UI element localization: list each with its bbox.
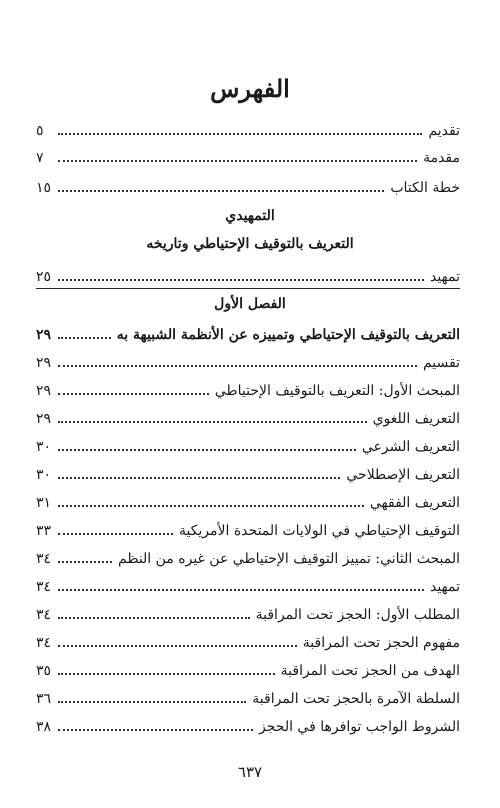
toc-entry <box>36 462 460 484</box>
toc-entry <box>36 490 460 512</box>
toc-entry-label: التعريف الفقهي <box>369 495 460 511</box>
toc-entry-page: ٧ <box>36 150 44 166</box>
toc-entry <box>36 658 460 680</box>
toc-entry-label: التوقيف الإحتياطي في الولايات المتحدة الأمريكية <box>178 523 460 539</box>
dot-leader <box>58 533 173 535</box>
toc-entry-label: الهدف من الحجز تحت المراقبة <box>280 663 460 679</box>
toc-entry <box>36 518 460 540</box>
toc-entry-label: الشروط الواجب توافرها في الحجز <box>259 719 460 735</box>
toc-entry-page: ٣٤ <box>36 635 52 651</box>
toc-entry-page: ٣٨ <box>36 719 52 735</box>
toc-entry-page: ٣٣ <box>36 523 52 539</box>
toc-entry-label: تقسيم <box>422 355 460 371</box>
toc-entry <box>36 714 460 736</box>
dot-leader <box>58 190 384 192</box>
toc-entry-page: ٢٩ <box>36 383 52 399</box>
toc-entry-label: المبحث الأول: التعريف بالتوقيف الإحتياطي <box>214 383 460 399</box>
dot-leader <box>58 421 367 423</box>
toc-entry-page: ٣٤ <box>36 607 52 623</box>
page-title: الفهرس <box>210 74 290 103</box>
dot-leader <box>58 393 209 395</box>
toc-entry-page: ٣٠ <box>36 439 52 455</box>
toc-entry <box>36 546 460 568</box>
toc-entry-page: ٣٥ <box>36 663 52 679</box>
dot-leader <box>58 589 424 591</box>
toc-entry-page: ٣٦ <box>36 691 52 707</box>
toc-entry-label: تمهيد <box>429 269 460 285</box>
toc-entry-page: ٣٤ <box>36 551 52 567</box>
dot-leader <box>58 505 364 507</box>
toc-entry-label: التعريف الشرعي <box>361 439 460 455</box>
toc-entry-page: ٣١ <box>36 495 52 511</box>
toc-entry <box>36 602 460 624</box>
dot-leader <box>58 701 246 703</box>
dot-leader <box>58 337 111 339</box>
dot-leader <box>58 449 356 451</box>
chapter-heading: الفصل الأول <box>214 296 286 312</box>
toc-entry-label: التعريف اللغوي <box>372 411 460 427</box>
toc-entry <box>36 175 460 197</box>
toc-entry-label: تقديم <box>428 123 460 139</box>
toc-entry-page: ٣٠ <box>36 467 52 483</box>
toc-entry-label: المبحث الثاني: تمييز التوقيف الإحتياطي عن غيره من النظم <box>118 551 460 567</box>
toc-entry <box>36 686 460 708</box>
dot-leader <box>58 673 275 675</box>
dot-leader <box>58 365 417 367</box>
toc-entry-label: التعريف الإصطلاحي <box>346 467 460 483</box>
toc-entry-page: ٢٩ <box>36 355 52 371</box>
dot-leader <box>58 133 422 135</box>
toc-entry-label: مفهوم الحجز تحت المراقبة <box>302 635 460 651</box>
toc-entry-page: ١٥ <box>36 180 52 196</box>
toc-entry <box>36 264 460 286</box>
dot-leader <box>58 645 297 647</box>
toc-entry <box>36 350 460 372</box>
toc-entry <box>36 322 460 344</box>
section-subtitle: التعريف بالتوقيف الإحتياطي وتاريخه <box>146 236 354 252</box>
dot-leader <box>58 160 417 162</box>
toc-entry <box>36 406 460 428</box>
toc-entry <box>36 630 460 652</box>
toc-entry <box>36 378 460 400</box>
toc-entry-label: تمهيد <box>429 579 460 595</box>
dot-leader <box>58 729 253 731</box>
dot-leader <box>58 617 250 619</box>
toc-entry <box>36 434 460 456</box>
toc-entry-page: ٢٩ <box>36 411 52 427</box>
toc-entry <box>36 145 460 167</box>
divider <box>36 288 460 289</box>
toc-entry-page: ٥ <box>36 123 44 139</box>
toc-entry-label: خطة الكتاب <box>390 180 460 196</box>
toc-entry-label: المطلب الأول: الحجز تحت المراقبة <box>255 607 460 623</box>
dot-leader <box>58 477 340 479</box>
page-number: ٦٣٧ <box>237 763 263 781</box>
dot-leader <box>58 279 424 281</box>
toc-entry <box>36 118 460 140</box>
toc-entry-page: ٢٩ <box>36 327 52 343</box>
toc-entry-label: مقدمة <box>423 150 460 166</box>
toc-entry-page: ٢٥ <box>36 269 52 285</box>
toc-entry <box>36 574 460 596</box>
toc-entry-label: السلطة الآمرة بالحجز تحت المراقبة <box>252 691 460 707</box>
section-heading: التمهيدي <box>225 208 275 224</box>
toc-entry-label: التعريف بالتوقيف الإحتياطي وتمييزه عن الأنظمة الشبيهة به <box>116 327 460 343</box>
toc-entry-page: ٣٤ <box>36 579 52 595</box>
dot-leader <box>58 561 112 563</box>
